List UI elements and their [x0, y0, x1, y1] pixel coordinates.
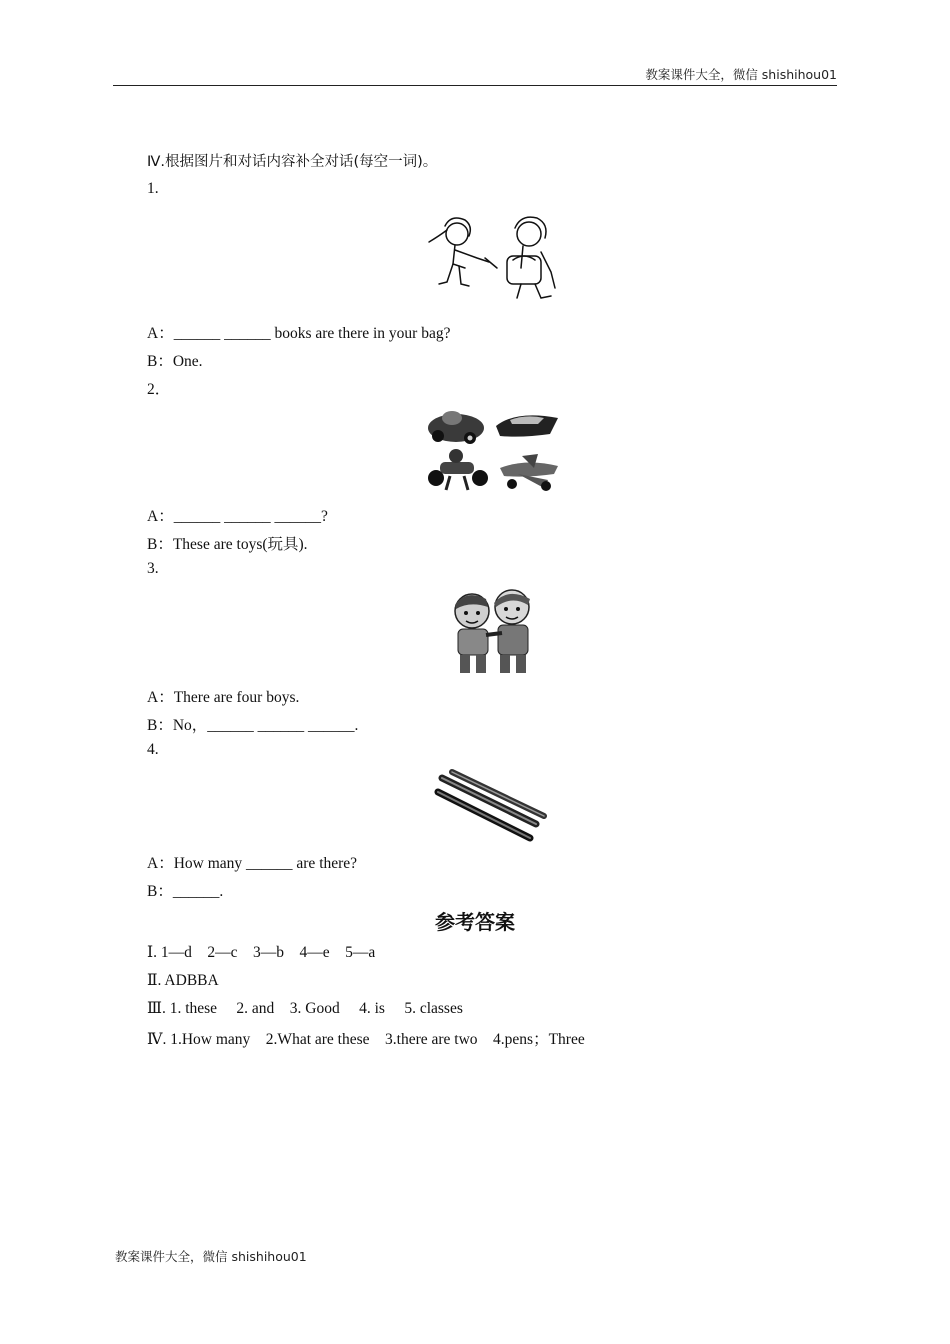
question-1-line-a: A：______ ______ books are there in your bag?: [147, 325, 451, 342]
question-1-line-b: B：One.: [147, 353, 203, 370]
question-2-line-b: B：These are toys(玩具).: [147, 536, 308, 553]
toys-illustration: [426, 404, 561, 494]
question-3-line-b: B：No，______ ______ ______.: [147, 717, 359, 734]
question-number-4: 4.: [147, 741, 159, 758]
page-header: 教案课件大全，微信 shishihou01: [113, 66, 837, 86]
two-boys-illustration: [446, 587, 538, 679]
page-footer: 教案课件大全，微信 shishihou01: [115, 1249, 307, 1264]
toy-plane-icon: [500, 454, 558, 491]
answer-line-1: Ⅰ. 1—d 2—c 3—b 4—e 5—a: [147, 944, 376, 961]
question-number-3: 3.: [147, 560, 159, 577]
answer-line-2: Ⅱ. ADBBA: [147, 972, 219, 989]
question-4-line-b: B：______.: [147, 883, 224, 900]
girls-with-bag-illustration: [425, 212, 560, 302]
question-4-line-a: A：How many ______ are there?: [147, 855, 358, 872]
answer-line-4: Ⅳ. 1.How many 2.What are these 3.there are two 4.pens；Three: [147, 1031, 585, 1048]
answers-title: 参考答案: [435, 910, 515, 934]
three-pens-illustration: [434, 768, 550, 844]
question-2-line-a: A：______ ______ ______?: [147, 508, 328, 525]
section-title: Ⅳ.根据图片和对话内容补全对话(每空一词)。: [147, 154, 438, 170]
question-number-2: 2．: [147, 381, 171, 398]
toy-robot-icon: [428, 449, 488, 490]
question-number-1: 1.: [147, 180, 159, 197]
toy-car-icon: [428, 411, 484, 444]
toy-train-icon: [496, 415, 558, 436]
question-3-line-a: A：There are four boys.: [147, 689, 300, 706]
answer-line-3: Ⅲ. 1. these 2. and 3. Good 4. is 5. classes: [147, 1000, 463, 1017]
